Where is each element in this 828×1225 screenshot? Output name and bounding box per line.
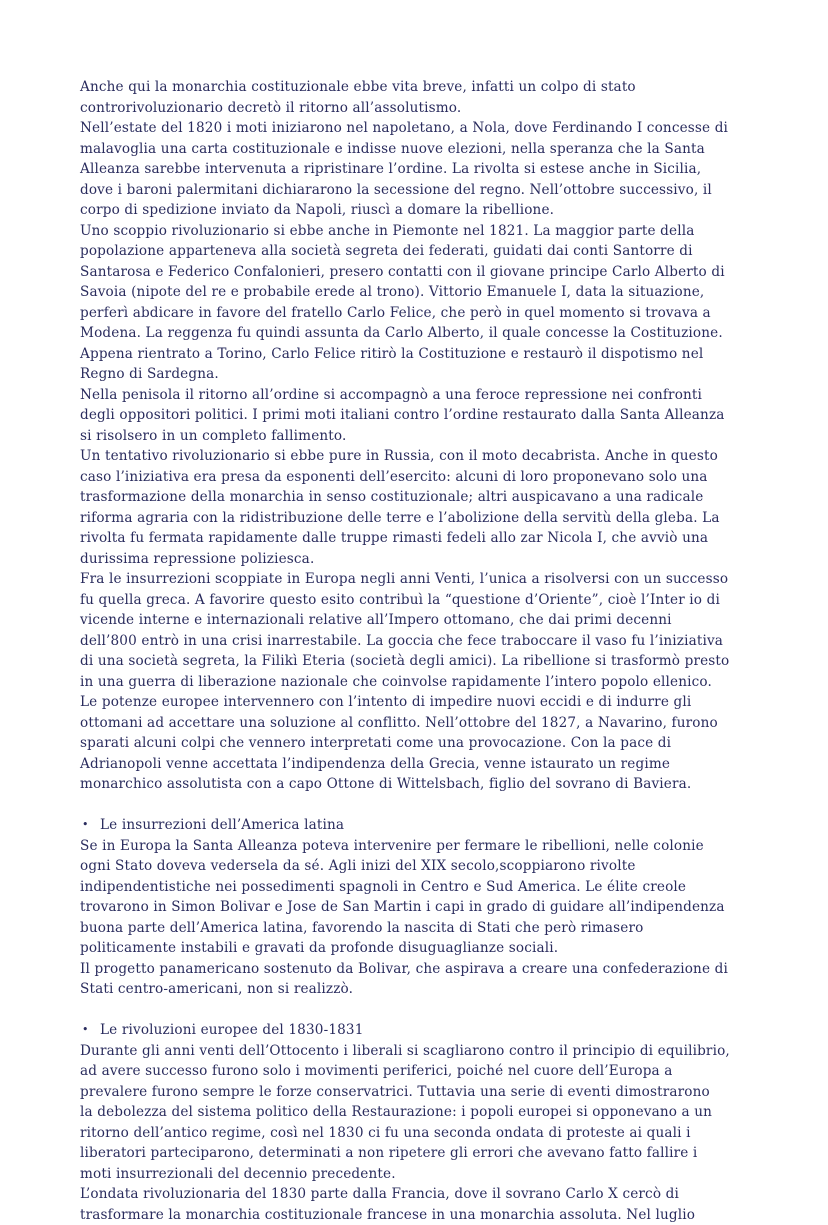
- bullet-icon: •: [82, 1020, 100, 1041]
- section-heading-1830-revolutions: [82, 1020, 760, 1041]
- text-line: in una guerra di liberazione nazionale che coinvolse rapidamente l’intero popolo ellenico.: [80, 672, 760, 693]
- text-line: dove i baroni palermitani dichiararono la secessione del regno. Nell’ottobre successivo, il: [80, 180, 760, 201]
- text-line: buona parte dell’America latina, favorendo la nascita di Stati che però rimasero: [80, 918, 760, 939]
- text-line: controrivoluzionario decretò il ritorno all’assolutismo.: [80, 98, 760, 119]
- text-line: trasformazione della monarchia in senso costituzionale; altri auspicavano a una radicale: [80, 487, 760, 508]
- text-line: prevalere furono sempre le forze conservatrici. Tuttavia una serie di eventi dimostrarono: [80, 1082, 760, 1103]
- text-line: perferì abdicare in favore del fratello Carlo Felice, che però in quel momento si trovava a: [80, 303, 760, 324]
- section-restoration-uprisings: [80, 77, 760, 795]
- text-line: ogni Stato doveva vedersela da sé. Agli inizi del XIX secolo,scoppiarono rivolte: [80, 856, 760, 877]
- text-line: durissima repressione poliziesca.: [80, 549, 760, 570]
- text-line: vicende interne e internazionali relative all’Impero ottomano, che dai primi decenni: [80, 610, 760, 631]
- text-line: ad avere successo furono solo i movimenti periferici, poiché nel cuore dell’Europa a: [80, 1061, 760, 1082]
- text-line: ottomani ad accettare una soluzione al conflitto. Nell’ottobre del 1827, a Navarino, furono: [80, 713, 760, 734]
- text-line: Appena rientrato a Torino, Carlo Felice ritirò la Costituzione e restaurò il dispotismo nel: [80, 344, 760, 365]
- text-line: fu quella greca. A favorire questo esito contribuì la “questione d’Oriente”, cioè l’Inter io di: [80, 590, 760, 611]
- text-line: Se in Europa la Santa Alleanza poteva intervenire per fermare le ribellioni, nelle colonie: [80, 836, 760, 857]
- text-line: riforma agraria con la ridistribuzione delle terre e l’abolizione della servitù della gleba. La: [80, 508, 760, 529]
- text-line: la debolezza del sistema politico della Restaurazione: i popoli europei si opponevano a un: [80, 1102, 760, 1123]
- text-line: Fra le insurrezioni scoppiate in Europa negli anni Venti, l’unica a risolversi con un successo: [80, 569, 760, 590]
- text-line: Alleanza sarebbe intervenuta a ripristinare l’ordine. La rivolta si estese anche in Sicilia,: [80, 159, 760, 180]
- text-line: Adrianopoli venne accettata l’indipendenza della Grecia, venne istaurato un regime: [80, 754, 760, 775]
- text-line: caso l’iniziativa era presa da esponenti dell’esercito: alcuni di loro proponevano solo una: [80, 467, 760, 488]
- heading-text: Le insurrezioni dell’America latina: [100, 817, 344, 833]
- text-line: monarchico assolutista con a capo Ottone di Wittelsbach, figlio del sovrano di Baviera.: [80, 774, 760, 795]
- text-line: dell’800 entrò in una crisi inarrestabile. La goccia che fece traboccare il vaso fu l’iniziativa: [80, 631, 760, 652]
- paragraph-gap: [80, 1000, 760, 1021]
- paragraph-gap: [80, 795, 760, 816]
- text-line: Savoia (nipote del re e probabile erede al trono). Vittorio Emanuele I, data la situazione,: [80, 282, 760, 303]
- text-line: L’ondata rivoluzionaria del 1830 parte dalla Francia, dove il sovrano Carlo X cercò di: [80, 1184, 760, 1205]
- section-heading-latin-america: [82, 815, 760, 836]
- text-line: Nella penisola il ritorno all’ordine si accompagnò a una feroce repressione nei confronti: [80, 385, 760, 406]
- text-line: Uno scoppio rivoluzionario si ebbe anche in Piemonte nel 1821. La maggior parte della: [80, 221, 760, 242]
- text-line: trasformare la monarchia costituzionale francese in una monarchia assoluta. Nel luglio: [80, 1205, 760, 1225]
- heading-text: Le rivoluzioni europee del 1830-1831: [100, 1022, 364, 1038]
- text-line: popolazione apparteneva alla società segreta dei federati, guidati dai conti Santorre di: [80, 241, 760, 262]
- section-1830-revolutions: [80, 1041, 760, 1225]
- text-line: liberatori parteciparono, determinati a non ripetere gli errori che avevano fatto fallire i: [80, 1143, 760, 1164]
- text-line: corpo di spedizione inviato da Napoli, riuscì a domare la ribellione.: [80, 200, 760, 221]
- text-line: moti insurrezionali del decennio precedente.: [80, 1164, 760, 1185]
- text-line: ritorno dell’antico regime, così nel 1830 ci fu una seconda ondata di proteste ai quali i: [80, 1123, 760, 1144]
- document-page: [80, 77, 760, 1225]
- text-line: Le potenze europee intervennero con l’intento di impedire nuovi eccidi e di indurre gli: [80, 692, 760, 713]
- text-line: Regno di Sardegna.: [80, 364, 760, 385]
- text-line: trovarono in Simon Bolivar e Jose de San Martin i capi in grado di guidare all’indipendenza: [80, 897, 760, 918]
- text-line: di una società segreta, la Filikì Eteria (società degli amici). La ribellione si trasformò presto: [80, 651, 760, 672]
- text-line: sparati alcuni colpi che vennero interpretati come una provocazione. Con la pace di: [80, 733, 760, 754]
- text-line: indipendentistiche nei possedimenti spagnoli in Centro e Sud America. Le élite creole: [80, 877, 760, 898]
- text-line: politicamente instabili e gravati da profonde disuguaglianze sociali.: [80, 938, 760, 959]
- text-line: Modena. La reggenza fu quindi assunta da Carlo Alberto, il quale concesse la Costituzione.: [80, 323, 760, 344]
- text-line: rivolta fu fermata rapidamente dalle truppe rimasti fedeli allo zar Nicola I, che avviò una: [80, 528, 760, 549]
- section-latin-america: [80, 836, 760, 1000]
- text-line: Durante gli anni venti dell’Ottocento i liberali si scagliarono contro il principio di equilibrio,: [80, 1041, 760, 1062]
- text-line: Il progetto panamericano sostenuto da Bolivar, che aspirava a creare una confederazione di: [80, 959, 760, 980]
- text-line: Nell’estate del 1820 i moti iniziarono nel napoletano, a Nola, dove Ferdinando I concesse di: [80, 118, 760, 139]
- bullet-icon: •: [82, 815, 100, 836]
- text-line: si risolsero in un completo fallimento.: [80, 426, 760, 447]
- text-line: malavoglia una carta costituzionale e indisse nuove elezioni, nella speranza che la Santa: [80, 139, 760, 160]
- text-line: Stati centro-americani, non si realizzò.: [80, 979, 760, 1000]
- text-line: degli oppositori politici. I primi moti italiani contro l’ordine restaurato dalla Santa Alleanza: [80, 405, 760, 426]
- text-line: Un tentativo rivoluzionario si ebbe pure in Russia, con il moto decabrista. Anche in questo: [80, 446, 760, 467]
- text-line: Santarosa e Federico Confalonieri, presero contatti con il giovane principe Carlo Alberto di: [80, 262, 760, 283]
- text-line: Anche qui la monarchia costituzionale ebbe vita breve, infatti un colpo di stato: [80, 77, 760, 98]
